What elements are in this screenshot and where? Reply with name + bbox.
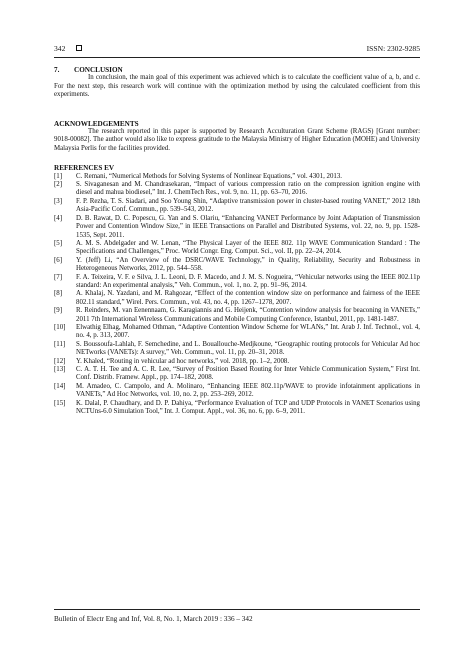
reference-list [54, 173, 420, 417]
reference-item [54, 181, 420, 198]
reference-number: [10] [54, 323, 66, 331]
reference-item [54, 173, 420, 181]
reference-number: [6] [54, 256, 63, 264]
reference-number: [2] [54, 181, 63, 189]
reference-item [54, 341, 420, 358]
reference-item [54, 400, 420, 417]
reference-number: [7] [54, 273, 63, 281]
page-body [54, 66, 420, 416]
reference-item [54, 324, 420, 341]
reference-text: C. A. T. H. Tee and A. C. R. Lee, “Survey of Position Based Routing for Inter Vehicle Communication System,” First Int. Conf. Distrib. Framew. Appl., pp. 174–182, 2008. [76, 366, 420, 382]
acknowledgements-paragraph: The research reported in this paper is supported by Research Acculturation Grant Scheme (RAGS) [Grant number: 9018-00082]. The author would also like to express gratitude to the Malaysia Ministry of Higher Education (MOHE) and University Malaysia Perlis for the facilities provided. [54, 128, 420, 152]
reference-item [54, 358, 420, 366]
reference-number: [5] [54, 239, 63, 247]
page-header [54, 44, 420, 56]
page-footer: Bulletin of Electr Eng and Inf, Vol. 8, No. 1, March 2019 : 336 – 342 [54, 615, 253, 623]
checkbox-glyph-icon [76, 45, 82, 51]
reference-item [54, 290, 420, 307]
reference-text: M. Amadeo, C. Campolo, and A. Molinaro, “Enhancing IEEE 802.11p/WAVE to provide infotainment applications in VANETs,” Ad Hoc Networks, vol. 10, no. 2, pp. 253–269, 2012. [76, 382, 420, 399]
reference-text: A. M. S. Abdelgader and W. Lenan, “The Physical Layer of the IEEE 802. 11p WAVE Communication Standard : The Specifications and Challenges,” Proc. World Congr. Eng. Comput. Sci., vol. II, pp. 22–24, 2014. [76, 239, 420, 256]
header-rule [54, 57, 420, 58]
reference-text: A. Khalaj, N. Yazdani, and M. Rahgozar, “Effect of the contention window size on performance and fairness of the IEEE 802.11 standard,” Wirel. Pers. Commun., vol. 43, no. 4, pp. 1267–1278, 2007. [76, 290, 420, 306]
references-heading: REFERENCES EV [54, 164, 115, 173]
reference-item [54, 215, 420, 240]
conclusion-paragraph: In conclusion, the main goal of this experiment was achieved which is to calculate the coefficient value of a, b, and c. For the next step, this research work will continue with the optimization method by using the calculated coefficient from this experiments. [54, 74, 420, 99]
reference-item [54, 274, 420, 291]
reference-item [54, 240, 420, 257]
section-number: 7. [54, 66, 60, 74]
reference-text: F. P. Rezha, T. S. Siadari, and Soo Young Shin, “Adaptive transmission power in cluster-based routing VANET,” 2012 18th Asia-Pacific Conf. Commun., pp. 539–543, 2012. [76, 197, 420, 214]
reference-number: [15] [54, 399, 66, 407]
reference-item [54, 366, 420, 383]
conclusion-heading [54, 66, 420, 74]
reference-item [54, 383, 420, 400]
reference-number: [1] [54, 172, 63, 180]
reference-number: [12] [54, 357, 66, 365]
reference-item [54, 307, 420, 324]
reference-item [54, 198, 420, 215]
reference-text: S. Boussoufa-Lahlah, F. Semchedine, and L. Bouallouche-Medjkoune, “Geographic routing protocols for Vehicular Ad hoc NETworks (VANETs): A survey,” Veh. Commun., vol. 11, pp. 20–31, 2018. [76, 340, 420, 357]
reference-text: S. Sivaganesan and M. Chandrasekaran, “Impact of various compression ratio on the compression ignition engine with diesel and mahua biodiesel,” Int. J. ChemTech Res., vol. 9, no. 11, pp. 63–70, 2016. [76, 181, 420, 197]
acknowledgements-heading: ACKNOWLEDGEMENTS [54, 119, 139, 128]
reference-text: Y. Khaled, “Routing in vehicular ad hoc networks,” vol. 2018, pp. 1–2, 2008. [76, 357, 290, 365]
reference-text: K. Dalal, P. Chaudhary, and D. P. Dahiya, “Performance Evaluation of TCP and UDP Protocols in VANET Scenarios using NCTUns-6.0 Simulation Tool,” Int. J. Comput. Appl., vol. 36, no. 6, pp. 6–9, 2011. [76, 399, 420, 416]
reference-number: [14] [54, 382, 66, 390]
reference-number: [4] [54, 214, 63, 222]
reference-text: Elwathig Elhag, Mohamed Othman, “Adaptive Contention Window Scheme for WLANs,” Int. Arab J. Inf. Technol., vol. 4, no. 4, p. 313, 2007. [76, 323, 420, 340]
page-number: 342 [54, 44, 66, 53]
section-title: CONCLUSION [74, 66, 123, 74]
reference-number: [9] [54, 307, 63, 315]
reference-text: D. B. Rawat, D. C. Popescu, G. Yan and S. Olariu, “Enhancing VANET Performance by Joint Adaptation of Transmission Power and Contention Window Size,” in IEEE Transactions on Parallel and Distributed Systems, vol. 22, no. 9, pp. 1528-1535, Sept. 2011. [76, 214, 420, 239]
reference-number: [3] [54, 197, 63, 205]
reference-text: R. Reinders, M. van Eenennaam, G. Karagiannis and G. Heijenk, “Contention window analysis for beaconing in VANETs,” 2011 7th International Wireless Communications and Mobile Computing Conference, Istanbul, 2011, pp. 1481-1487. [76, 307, 420, 323]
footer-rule [54, 609, 420, 610]
reference-number: [8] [54, 290, 63, 298]
reference-item [54, 257, 420, 274]
reference-number: [13] [54, 366, 66, 373]
reference-text: C. Remani, “Numerical Methods for Solving Systems of Nonlinear Equations,” vol. 4301, 2013. [76, 172, 343, 180]
reference-text: Y. (Jeff) Li, “An Overview of the DSRC/WAVE Technology,” in Quality, Reliability, Security and Robustness in Heterogeneous Networks, 2012, pp. 544–558. [76, 256, 420, 273]
reference-text: F. A. Teixeira, V. F. e Silva, J. L. Leoni, D. F. Macedo, and J. M. S. Nogueira, “Vehicular networks using the IEEE 802.11p standard: An experimental analysis,” Veh. Commun., vol. 1, no. 2, pp. 91–96, 2014. [76, 273, 420, 289]
reference-number: [11] [54, 340, 66, 348]
issn-label: ISSN: 2302-9285 [366, 44, 420, 53]
